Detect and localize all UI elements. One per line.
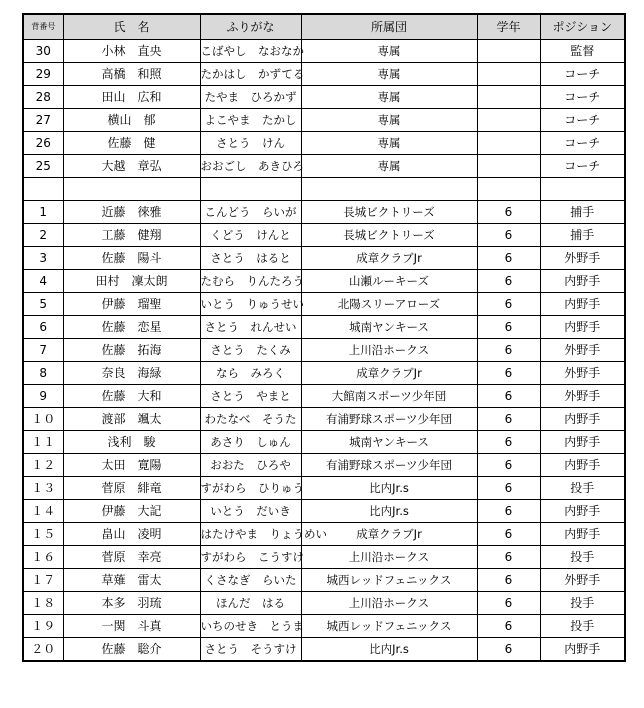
cell-number: 2 xyxy=(23,224,63,247)
cell-team: 成章クラブJr xyxy=(301,362,477,385)
cell-number: １２ xyxy=(23,454,63,477)
cell-kana: さとう そうすけ xyxy=(200,638,301,662)
cell-kana: すがわら ひりゅう xyxy=(200,477,301,500)
cell-team: 成章クラブJr xyxy=(301,247,477,270)
cell-kana: たかはし かずてる xyxy=(200,63,301,86)
cell-team: 大館南スポーツ少年団 xyxy=(301,385,477,408)
cell-name: 佐藤 大和 xyxy=(63,385,200,408)
cell-position: コーチ xyxy=(540,132,625,155)
cell-number: 9 xyxy=(23,385,63,408)
cell-team: 専属 xyxy=(301,86,477,109)
cell-name: 田山 広和 xyxy=(63,86,200,109)
cell-name: 伊藤 瑠聖 xyxy=(63,293,200,316)
cell-position: 外野手 xyxy=(540,385,625,408)
cell-team: 比内Jr.s xyxy=(301,477,477,500)
cell-number: １７ xyxy=(23,569,63,592)
cell-name: 佐藤 拓海 xyxy=(63,339,200,362)
staff-row xyxy=(23,132,625,155)
cell-position: 投手 xyxy=(540,546,625,569)
cell-number: ２０ xyxy=(23,638,63,662)
cell-kana: たやま ひろかず xyxy=(200,86,301,109)
cell-name: 横山 郁 xyxy=(63,109,200,132)
blank-cell xyxy=(301,178,477,201)
cell-team: 長城ビクトリーズ xyxy=(301,224,477,247)
cell-position: 内野手 xyxy=(540,500,625,523)
player-row xyxy=(23,224,625,247)
player-row xyxy=(23,362,625,385)
cell-number: １４ xyxy=(23,500,63,523)
cell-number: 7 xyxy=(23,339,63,362)
cell-grade: 6 xyxy=(477,385,540,408)
cell-grade: 6 xyxy=(477,339,540,362)
cell-position: 内野手 xyxy=(540,316,625,339)
cell-position: コーチ xyxy=(540,86,625,109)
cell-grade xyxy=(477,63,540,86)
cell-team: 長城ビクトリーズ xyxy=(301,201,477,224)
cell-number: 26 xyxy=(23,132,63,155)
cell-position: 内野手 xyxy=(540,454,625,477)
cell-grade: 6 xyxy=(477,247,540,270)
separator-section xyxy=(23,178,625,201)
header-row xyxy=(23,14,625,40)
cell-team: 山瀬ルーキーズ xyxy=(301,270,477,293)
cell-name: 菅原 幸亮 xyxy=(63,546,200,569)
cell-position: 外野手 xyxy=(540,247,625,270)
cell-name: 佐藤 恋星 xyxy=(63,316,200,339)
cell-number: 4 xyxy=(23,270,63,293)
cell-name: 工藤 健翔 xyxy=(63,224,200,247)
player-row xyxy=(23,638,625,662)
cell-position: 投手 xyxy=(540,592,625,615)
cell-number: 3 xyxy=(23,247,63,270)
cell-grade xyxy=(477,86,540,109)
blank-cell xyxy=(200,178,301,201)
cell-position: 投手 xyxy=(540,615,625,638)
cell-grade: 6 xyxy=(477,546,540,569)
cell-kana: くどう けんと xyxy=(200,224,301,247)
header-number: 背番号 xyxy=(23,14,63,40)
blank-cell xyxy=(63,178,200,201)
cell-number: 1 xyxy=(23,201,63,224)
cell-number: 28 xyxy=(23,86,63,109)
staff-row xyxy=(23,109,625,132)
cell-grade: 6 xyxy=(477,316,540,339)
blank-cell xyxy=(23,178,63,201)
cell-kana: おおた ひろや xyxy=(200,454,301,477)
player-row xyxy=(23,569,625,592)
cell-team: 専属 xyxy=(301,63,477,86)
cell-position: 外野手 xyxy=(540,339,625,362)
cell-kana: いとう りゅうせい xyxy=(200,293,301,316)
player-row xyxy=(23,615,625,638)
cell-number: １０ xyxy=(23,408,63,431)
cell-team: 比内Jr.s xyxy=(301,500,477,523)
cell-position: 内野手 xyxy=(540,270,625,293)
blank-cell xyxy=(477,178,540,201)
cell-grade xyxy=(477,40,540,63)
cell-number: 27 xyxy=(23,109,63,132)
cell-number: １３ xyxy=(23,477,63,500)
cell-kana: すがわら こうすけ xyxy=(200,546,301,569)
cell-name: 菅原 緋竜 xyxy=(63,477,200,500)
cell-kana: いとう だいき xyxy=(200,500,301,523)
cell-kana: よこやま たかし xyxy=(200,109,301,132)
player-row xyxy=(23,477,625,500)
cell-grade: 6 xyxy=(477,408,540,431)
cell-position: 内野手 xyxy=(540,408,625,431)
cell-team: 専属 xyxy=(301,155,477,178)
cell-position: 捕手 xyxy=(540,224,625,247)
cell-kana: さとう たくみ xyxy=(200,339,301,362)
cell-name: 佐藤 陽斗 xyxy=(63,247,200,270)
cell-name: 近藤 徠雅 xyxy=(63,201,200,224)
cell-position: コーチ xyxy=(540,63,625,86)
cell-kana: くさなぎ らいた xyxy=(200,569,301,592)
player-row xyxy=(23,592,625,615)
cell-name: 畠山 凌明 xyxy=(63,523,200,546)
cell-grade: 6 xyxy=(477,477,540,500)
cell-kana: おおごし あきひろ xyxy=(200,155,301,178)
player-row xyxy=(23,385,625,408)
cell-grade: 6 xyxy=(477,523,540,546)
cell-number: 5 xyxy=(23,293,63,316)
cell-grade: 6 xyxy=(477,500,540,523)
cell-number: １９ xyxy=(23,615,63,638)
cell-kana: あさり しゅん xyxy=(200,431,301,454)
cell-grade: 6 xyxy=(477,431,540,454)
player-row xyxy=(23,431,625,454)
cell-team: 成章クラブJr xyxy=(301,523,477,546)
cell-kana: さとう やまと xyxy=(200,385,301,408)
cell-kana: たむら りんたろう xyxy=(200,270,301,293)
blank-cell xyxy=(540,178,625,201)
cell-position: 内野手 xyxy=(540,293,625,316)
cell-number: 6 xyxy=(23,316,63,339)
player-row xyxy=(23,201,625,224)
cell-grade: 6 xyxy=(477,569,540,592)
cell-number: １８ xyxy=(23,592,63,615)
cell-name: 伊藤 大記 xyxy=(63,500,200,523)
cell-grade: 6 xyxy=(477,293,540,316)
cell-team: 上川沿ホークス xyxy=(301,339,477,362)
player-row xyxy=(23,523,625,546)
cell-name: 太田 寛陽 xyxy=(63,454,200,477)
player-row xyxy=(23,500,625,523)
cell-name: 大越 章弘 xyxy=(63,155,200,178)
cell-position: 捕手 xyxy=(540,201,625,224)
cell-number: 25 xyxy=(23,155,63,178)
cell-name: 小林 直央 xyxy=(63,40,200,63)
cell-name: 草薙 雷太 xyxy=(63,569,200,592)
cell-team: 専属 xyxy=(301,109,477,132)
roster-table xyxy=(22,13,626,662)
cell-kana: いちのせき とうま xyxy=(200,615,301,638)
staff-row xyxy=(23,86,625,109)
cell-kana: わたなべ そうた xyxy=(200,408,301,431)
cell-kana: こんどう らいが xyxy=(200,201,301,224)
cell-grade xyxy=(477,109,540,132)
cell-position: コーチ xyxy=(540,155,625,178)
cell-position: 外野手 xyxy=(540,362,625,385)
cell-name: 本多 羽琉 xyxy=(63,592,200,615)
cell-position: 外野手 xyxy=(540,569,625,592)
cell-number: １５ xyxy=(23,523,63,546)
cell-kana: さとう はると xyxy=(200,247,301,270)
cell-grade: 6 xyxy=(477,638,540,662)
cell-team: 城南ヤンキース xyxy=(301,316,477,339)
blank-separator-row xyxy=(23,178,625,201)
cell-name: 渡部 颯太 xyxy=(63,408,200,431)
cell-team: 北陽スリーアローズ xyxy=(301,293,477,316)
player-row xyxy=(23,316,625,339)
cell-team: 有浦野球スポーツ少年団 xyxy=(301,408,477,431)
cell-kana: こばやし なおなか xyxy=(200,40,301,63)
cell-grade: 6 xyxy=(477,224,540,247)
player-row xyxy=(23,293,625,316)
cell-name: 浅利 駿 xyxy=(63,431,200,454)
cell-position: 投手 xyxy=(540,477,625,500)
cell-name: 田村 凜太朗 xyxy=(63,270,200,293)
cell-position: 内野手 xyxy=(540,431,625,454)
header-grade: 学年 xyxy=(477,14,540,40)
player-row xyxy=(23,270,625,293)
cell-team: 上川沿ホークス xyxy=(301,592,477,615)
header-team: 所属団 xyxy=(301,14,477,40)
cell-kana: さとう れんせい xyxy=(200,316,301,339)
header-position: ポジション xyxy=(540,14,625,40)
cell-number: １１ xyxy=(23,431,63,454)
cell-position: 内野手 xyxy=(540,638,625,662)
staff-section xyxy=(23,40,625,178)
cell-grade xyxy=(477,155,540,178)
staff-row xyxy=(23,155,625,178)
cell-team: 専属 xyxy=(301,40,477,63)
cell-grade: 6 xyxy=(477,270,540,293)
cell-name: 佐藤 健 xyxy=(63,132,200,155)
player-row xyxy=(23,454,625,477)
cell-position: 内野手 xyxy=(540,523,625,546)
cell-team: 上川沿ホークス xyxy=(301,546,477,569)
player-row xyxy=(23,408,625,431)
cell-grade: 6 xyxy=(477,615,540,638)
cell-team: 有浦野球スポーツ少年団 xyxy=(301,454,477,477)
cell-team: 比内Jr.s xyxy=(301,638,477,662)
staff-row xyxy=(23,40,625,63)
cell-position: 監督 xyxy=(540,40,625,63)
cell-number: １６ xyxy=(23,546,63,569)
staff-row xyxy=(23,63,625,86)
players-section xyxy=(23,201,625,662)
header-name: 氏 名 xyxy=(63,14,200,40)
player-row xyxy=(23,247,625,270)
cell-team: 城西レッドフェニックス xyxy=(301,615,477,638)
cell-position: コーチ xyxy=(540,109,625,132)
cell-number: 29 xyxy=(23,63,63,86)
cell-grade: 6 xyxy=(477,201,540,224)
cell-name: 一関 斗真 xyxy=(63,615,200,638)
cell-team: 専属 xyxy=(301,132,477,155)
cell-name: 奈良 海緑 xyxy=(63,362,200,385)
cell-team: 城西レッドフェニックス xyxy=(301,569,477,592)
cell-number: 8 xyxy=(23,362,63,385)
player-row xyxy=(23,339,625,362)
header-kana: ふりがな xyxy=(200,14,301,40)
cell-name: 高橋 和照 xyxy=(63,63,200,86)
cell-grade: 6 xyxy=(477,454,540,477)
cell-number: 30 xyxy=(23,40,63,63)
cell-kana: ほんだ はる xyxy=(200,592,301,615)
cell-grade: 6 xyxy=(477,592,540,615)
cell-team: 城南ヤンキース xyxy=(301,431,477,454)
cell-kana: なら みろく xyxy=(200,362,301,385)
cell-kana: さとう けん xyxy=(200,132,301,155)
player-row xyxy=(23,546,625,569)
cell-name: 佐藤 聡介 xyxy=(63,638,200,662)
cell-kana: はたけやま りょうめい xyxy=(200,523,301,546)
cell-grade xyxy=(477,132,540,155)
cell-grade: 6 xyxy=(477,362,540,385)
